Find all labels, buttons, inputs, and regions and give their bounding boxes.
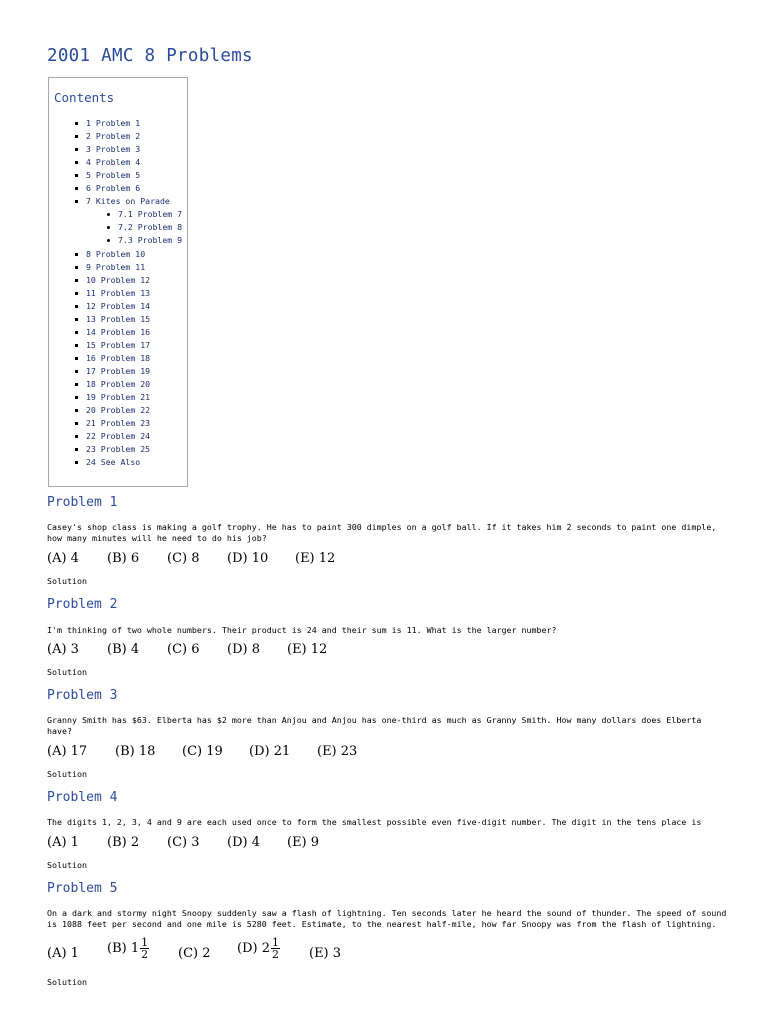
choice-d: (D) 21	[249, 744, 291, 759]
toc-link-problem-17[interactable]: 15 Problem 17	[75, 340, 150, 351]
toc-link-problem-2[interactable]: 2 Problem 2	[75, 131, 140, 142]
bullet-icon	[75, 200, 78, 203]
bullet-icon	[107, 213, 110, 216]
bullet-icon	[75, 461, 78, 464]
toc-link-problem-15[interactable]: 13 Problem 15	[75, 314, 150, 325]
toc-link-problem-22[interactable]: 20 Problem 22	[75, 405, 150, 416]
choice-b: (B) 1 $\frac{1}{2}$	[107, 936, 149, 961]
choice-c: (C) 2	[178, 946, 211, 961]
problem-1-heading: Problem 1	[47, 495, 118, 510]
toc-link-problem-3[interactable]: 3 Problem 3	[75, 144, 140, 155]
choice-b: (B) 18	[115, 744, 156, 759]
choice-c: (C) 19	[182, 744, 223, 759]
toc-link-problem-10[interactable]: 8 Problem 10	[75, 249, 145, 260]
bullet-icon	[75, 174, 78, 177]
toc-link-problem-8[interactable]: 7.2 Problem 8	[107, 222, 182, 233]
bullet-icon	[75, 161, 78, 164]
toc-link-problem-18[interactable]: 16 Problem 18	[75, 353, 150, 364]
toc-link-problem-9[interactable]: 7.3 Problem 9	[107, 235, 182, 246]
toc-link-problem-4[interactable]: 4 Problem 4	[75, 157, 140, 168]
bullet-icon	[75, 383, 78, 386]
choice-b: (B) 2	[107, 835, 140, 850]
problem-4-heading: Problem 4	[47, 790, 118, 805]
problem-1-text: Casey's shop class is making a golf trophy. He has to paint 300 dimples on a golf ball. If it takes him 2 seconds to paint one dimple, how many minutes will he need to do his job?	[47, 522, 717, 543]
choice-e: (E) 9	[287, 835, 320, 850]
choice-b: (B) 4	[107, 642, 140, 657]
toc-heading: Contents	[54, 90, 115, 105]
bullet-icon	[75, 266, 78, 269]
bullet-icon	[75, 253, 78, 256]
bullet-icon	[107, 239, 110, 242]
bullet-icon	[75, 435, 78, 438]
toc-link-problem-16[interactable]: 14 Problem 16	[75, 327, 150, 338]
toc-link-problem-7[interactable]: 7.1 Problem 7	[107, 209, 182, 220]
choice-a: (A) 1	[47, 946, 79, 961]
choice-c: (C) 3	[167, 835, 200, 850]
problem-3-text: Granny Smith has $63. Elberta has $2 more than Anjou and Anjou has one-third as much as Granny Smith. How many dollars does Elberta have?	[47, 715, 702, 736]
toc-link-problem-24[interactable]: 22 Problem 24	[75, 431, 150, 442]
problem-5-text: On a dark and stormy night Snoopy suddenly saw a flash of lightning. Ten seconds later he heard the sound of thunder. The speed of sound is 1088 feet per second and one mile is 5280 feet. Estimate, to the nearest half-mile, how far Snoopy was from the flash of lightning.	[47, 908, 727, 929]
problem-4-text: The digits 1, 2, 3, 4 and 9 are each used once to form the smallest possible even five-digit number. The digit in the tens place is	[47, 817, 702, 827]
page-title: 2001 AMC 8 Problems	[47, 46, 253, 66]
toc-link-problem-21[interactable]: 19 Problem 21	[75, 392, 150, 403]
bullet-icon	[75, 422, 78, 425]
choice-d: (D) 2 $\frac{1}{2}$	[237, 936, 279, 961]
toc-link-see-also[interactable]: 24 See Also	[75, 457, 140, 468]
bullet-icon	[75, 279, 78, 282]
choice-e: (E) 23	[317, 744, 358, 759]
choice-e: (E) 3	[309, 946, 342, 961]
bullet-icon	[75, 370, 78, 373]
bullet-icon	[75, 409, 78, 412]
problem-5-solution-link[interactable]: Solution	[47, 977, 87, 987]
choice-d: (D) 10	[227, 551, 269, 566]
toc-link-problem-20[interactable]: 18 Problem 20	[75, 379, 150, 390]
toc-link-problem-6[interactable]: 6 Problem 6	[75, 183, 140, 194]
toc-link-problem-14[interactable]: 12 Problem 14	[75, 301, 150, 312]
choice-a: (A) 3	[47, 642, 79, 657]
fraction-one-half: $\frac{1}{2}$	[141, 936, 149, 961]
problem-2-heading: Problem 2	[47, 597, 118, 612]
bullet-icon	[75, 305, 78, 308]
problem-3-solution-link[interactable]: Solution	[47, 769, 87, 779]
choice-a: (A) 4	[47, 551, 79, 566]
bullet-icon	[75, 148, 78, 151]
bullet-icon	[75, 135, 78, 138]
toc-link-problem-13[interactable]: 11 Problem 13	[75, 288, 150, 299]
toc-link-problem-25[interactable]: 23 Problem 25	[75, 444, 150, 455]
toc-link-problem-19[interactable]: 17 Problem 19	[75, 366, 150, 377]
bullet-icon	[75, 396, 78, 399]
toc-link-problem-5[interactable]: 5 Problem 5	[75, 170, 140, 181]
fraction-one-half: $\frac{1}{2}$	[271, 936, 279, 961]
choice-e: (E) 12	[295, 551, 336, 566]
table-of-contents	[48, 77, 188, 487]
toc-link-problem-12[interactable]: 10 Problem 12	[75, 275, 150, 286]
bullet-icon	[75, 331, 78, 334]
bullet-icon	[75, 318, 78, 321]
problem-2-text: I'm thinking of two whole numbers. Their product is 24 and their sum is 11. What is the larger number?	[47, 625, 557, 635]
bullet-icon	[75, 357, 78, 360]
bullet-icon	[75, 187, 78, 190]
toc-link-problem-11[interactable]: 9 Problem 11	[75, 262, 145, 273]
choice-d: (D) 8	[227, 642, 260, 657]
toc-link-problem-1[interactable]: 1 Problem 1	[75, 118, 140, 129]
problem-4-solution-link[interactable]: Solution	[47, 860, 87, 870]
toc-link-problem-23[interactable]: 21 Problem 23	[75, 418, 150, 429]
problem-5-heading: Problem 5	[47, 881, 118, 896]
problem-2-solution-link[interactable]: Solution	[47, 667, 87, 677]
problem-1-solution-link[interactable]: Solution	[47, 576, 87, 586]
bullet-icon	[75, 122, 78, 125]
choice-a: (A) 1	[47, 835, 79, 850]
bullet-icon	[75, 448, 78, 451]
choice-e: (E) 12	[287, 642, 328, 657]
problem-3-heading: Problem 3	[47, 688, 118, 703]
toc-link-kites-on-parade[interactable]: 7 Kites on Parade	[75, 196, 170, 207]
choice-c: (C) 6	[167, 642, 200, 657]
choice-a: (A) 17	[47, 744, 88, 759]
choice-c: (C) 8	[167, 551, 200, 566]
bullet-icon	[75, 344, 78, 347]
bullet-icon	[75, 292, 78, 295]
choice-b: (B) 6	[107, 551, 140, 566]
bullet-icon	[107, 226, 110, 229]
choice-d: (D) 4	[227, 835, 260, 850]
